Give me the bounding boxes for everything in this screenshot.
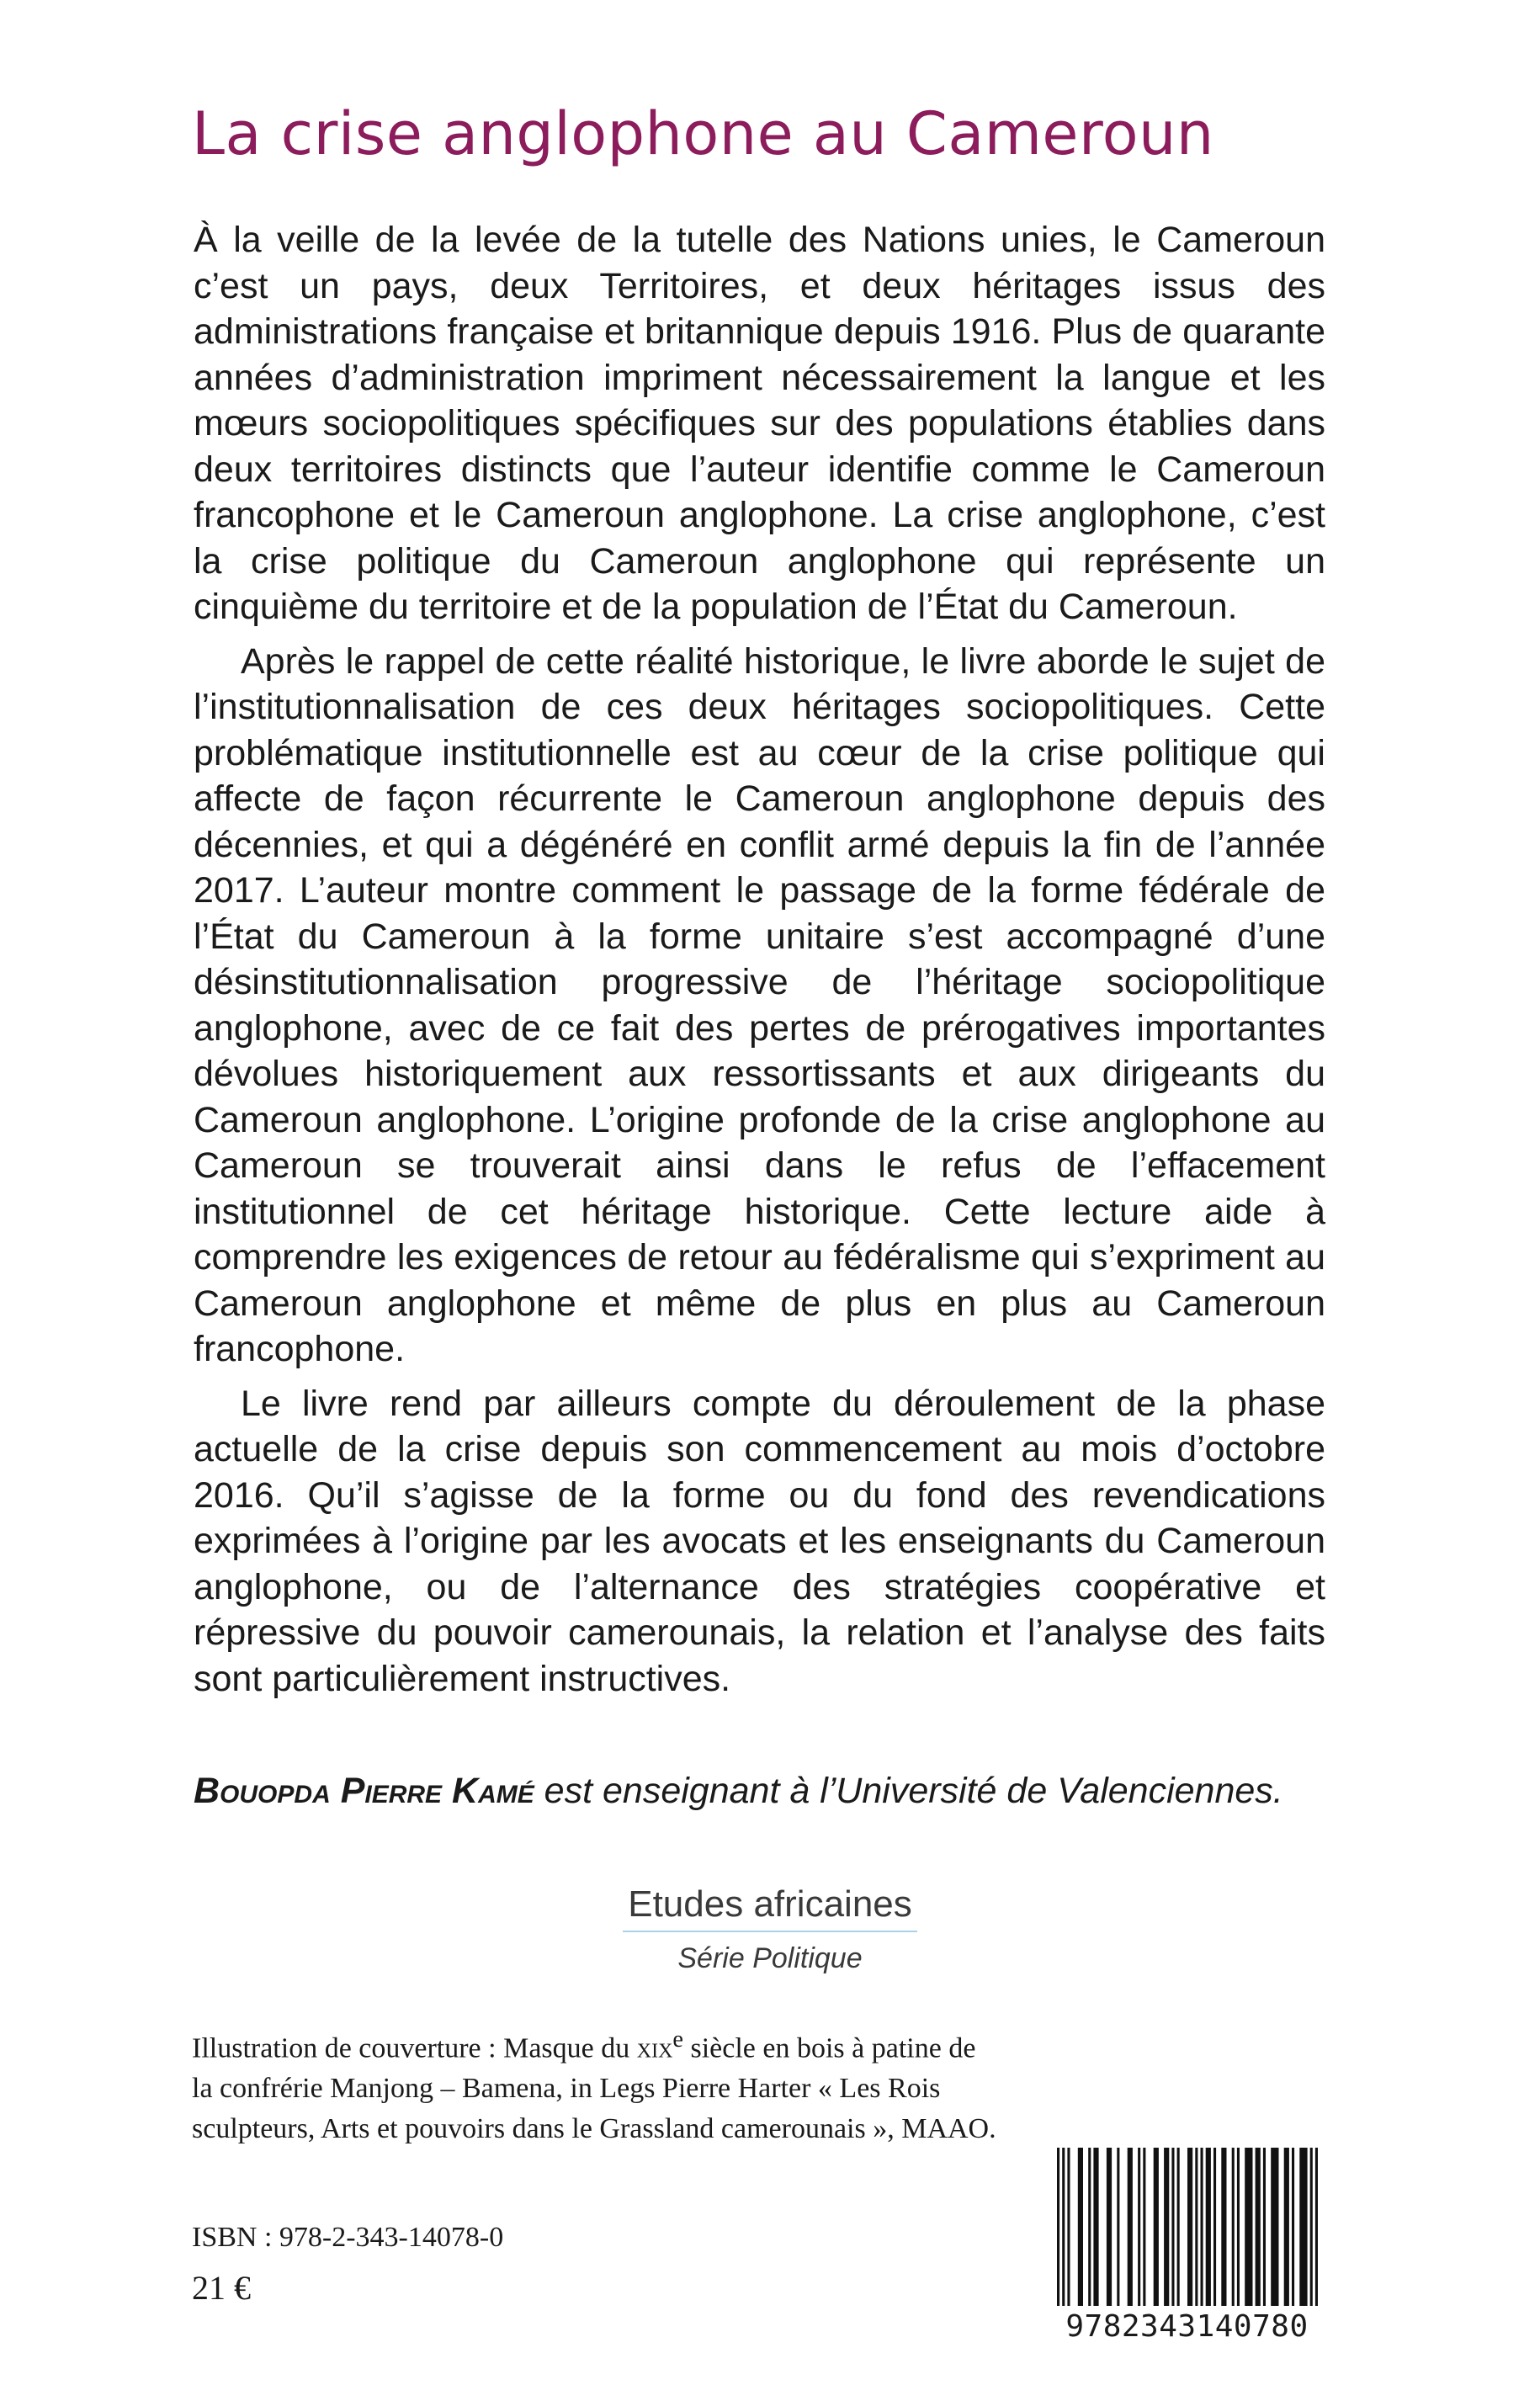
- series-name: Etudes africaines: [623, 1883, 917, 1932]
- barcode-bar: [1195, 2148, 1197, 2306]
- barcode-bar: [1187, 2148, 1192, 2306]
- isbn: ISBN : 978-2-343-14078-0: [192, 2222, 504, 2253]
- barcode-bar: [1107, 2148, 1112, 2306]
- barcode-bar: [1292, 2148, 1294, 2306]
- barcode-bar: [1271, 2148, 1278, 2306]
- price: 21 €: [192, 2269, 251, 2307]
- barcode-bar: [1138, 2148, 1140, 2306]
- barcode-bar: [1171, 2148, 1174, 2306]
- barcode-bar: [1128, 2148, 1133, 2306]
- series-block: [0, 1883, 1540, 1975]
- barcode-digits: 9782343140780: [1065, 2309, 1309, 2344]
- author-bio-text: est enseignant à l’Université de Valenciennes.: [534, 1771, 1283, 1811]
- isbn-barcode: [1050, 2148, 1324, 2350]
- author-bio: [194, 1771, 1283, 1812]
- cover-illustration-credit: [192, 2020, 1000, 2149]
- barcode-bar: [1310, 2148, 1313, 2306]
- author-surname-2: Kamé: [452, 1771, 534, 1811]
- series-subtitle: Série Politique: [677, 1942, 863, 1974]
- barcode-bar: [1245, 2148, 1252, 2306]
- blurb-paragraph-2: Après le rappel de cette réalité historique, le livre aborde le sujet de l’institutionnalisation de ces deux héritages sociopolitiques. Cette problématique institutionnelle est au cœur de la crise politique qui affecte de façon récurrente le Cameroun anglophone depuis des décennies, et qui a dégénéré en conflit armé depuis la fin de l’année 2017. L’auteur montre comment le passage de la forme fédérale de l’État du Cameroun à la forme unitaire s’est accompagné d’une désinstitutionnalisation progressive de l’héritage sociopolitique anglophone, avec de ce fait des pertes de prérogatives importantes dévolues historiquement aux ressortissants et aux dirigeants du Cameroun anglophone. L’origine profonde de la crise anglophone au Cameroun se trouverait ainsi dans le refus de l’effacement institutionnel de cet héritage historique. Cette lecture aide à comprendre les exigences de retour au fédéralisme qui s’expriment au Cameroun anglophone et même de plus en plus au Cameroun francophone.: [194, 640, 1325, 1369]
- barcode-bar: [1062, 2148, 1065, 2306]
- barcode-bar: [1284, 2148, 1289, 2306]
- barcode-bars-icon: [1050, 2148, 1324, 2316]
- barcode-bar: [1057, 2148, 1059, 2306]
- blurb-paragraph-3: Le livre rend par ailleurs compte du déroulement de la phase actuelle de la crise depuis son commencement au mois d’octobre 2016. Qu’il s’agisse de la forme ou du fond des revendications exprimées à l’origine par les avocats et les enseignants du Cameroun anglophone, ou de l’alternance des stratégies coopérative et répressive du pouvoir camerounais, la relation et l’analyse des faits sont particulièrement instructives.: [194, 1383, 1325, 1699]
- barcode-bar: [1201, 2148, 1203, 2306]
- barcode-bar: [1237, 2148, 1240, 2306]
- author-surname: Bouopda: [194, 1771, 331, 1811]
- credit-century: xix: [636, 2032, 673, 2064]
- blurb-paragraph-1: À la veille de la levée de la tutelle des Nations unies, le Cameroun c’est un pays, deux Territoires, et deux héritages issus des administrations française et britannique depuis 1916. Plus de quarante années d’administration impriment nécessairement la langue et les mœurs sociopolitiques spécifiques sur des populations établies dans deux territoires distincts que l’auteur identifie comme le Cameroun francophone et le Cameroun anglophone. La crise anglophone, c’est la crise politique du Cameroun anglophone qui représente un cinquième du territoire et de la population de l’État du Cameroun.: [194, 220, 1325, 627]
- barcode-bar: [1143, 2148, 1145, 2306]
- book-title: La crise anglophone au Cameroun: [192, 99, 1214, 168]
- credit-text-2: siècle en bois à patine de la confrérie Manjong – Bamena, in Legs Pierre Harter « Les Rois sculpteurs, Arts et pouvoirs dans le Grassland camerounais », MAAO.: [192, 2032, 996, 2145]
- barcode-bar: [1164, 2148, 1169, 2306]
- barcode-bar: [1256, 2148, 1261, 2306]
- barcode-bar: [1154, 2148, 1159, 2306]
- barcode-bar: [1078, 2148, 1083, 2306]
- barcode-bar: [1315, 2148, 1318, 2306]
- barcode-bar: [1093, 2148, 1098, 2306]
- barcode-bar: [1213, 2148, 1216, 2306]
- barcode-bar: [1117, 2148, 1119, 2306]
- credit-text-1: Illustration de couverture : Masque du: [192, 2032, 637, 2064]
- barcode-bar: [1232, 2148, 1235, 2306]
- barcode-bar: [1088, 2148, 1091, 2306]
- barcode-bar: [1263, 2148, 1266, 2306]
- author-firstname: Pierre: [340, 1771, 443, 1811]
- barcode-bar: [1067, 2148, 1070, 2306]
- barcode-bar: [1299, 2148, 1307, 2306]
- barcode-bar: [1221, 2148, 1226, 2306]
- credit-century-sup: e: [672, 2026, 683, 2053]
- barcode-bar: [1177, 2148, 1180, 2306]
- barcode-bar: [1206, 2148, 1211, 2306]
- back-cover-blurb: [194, 217, 1325, 1710]
